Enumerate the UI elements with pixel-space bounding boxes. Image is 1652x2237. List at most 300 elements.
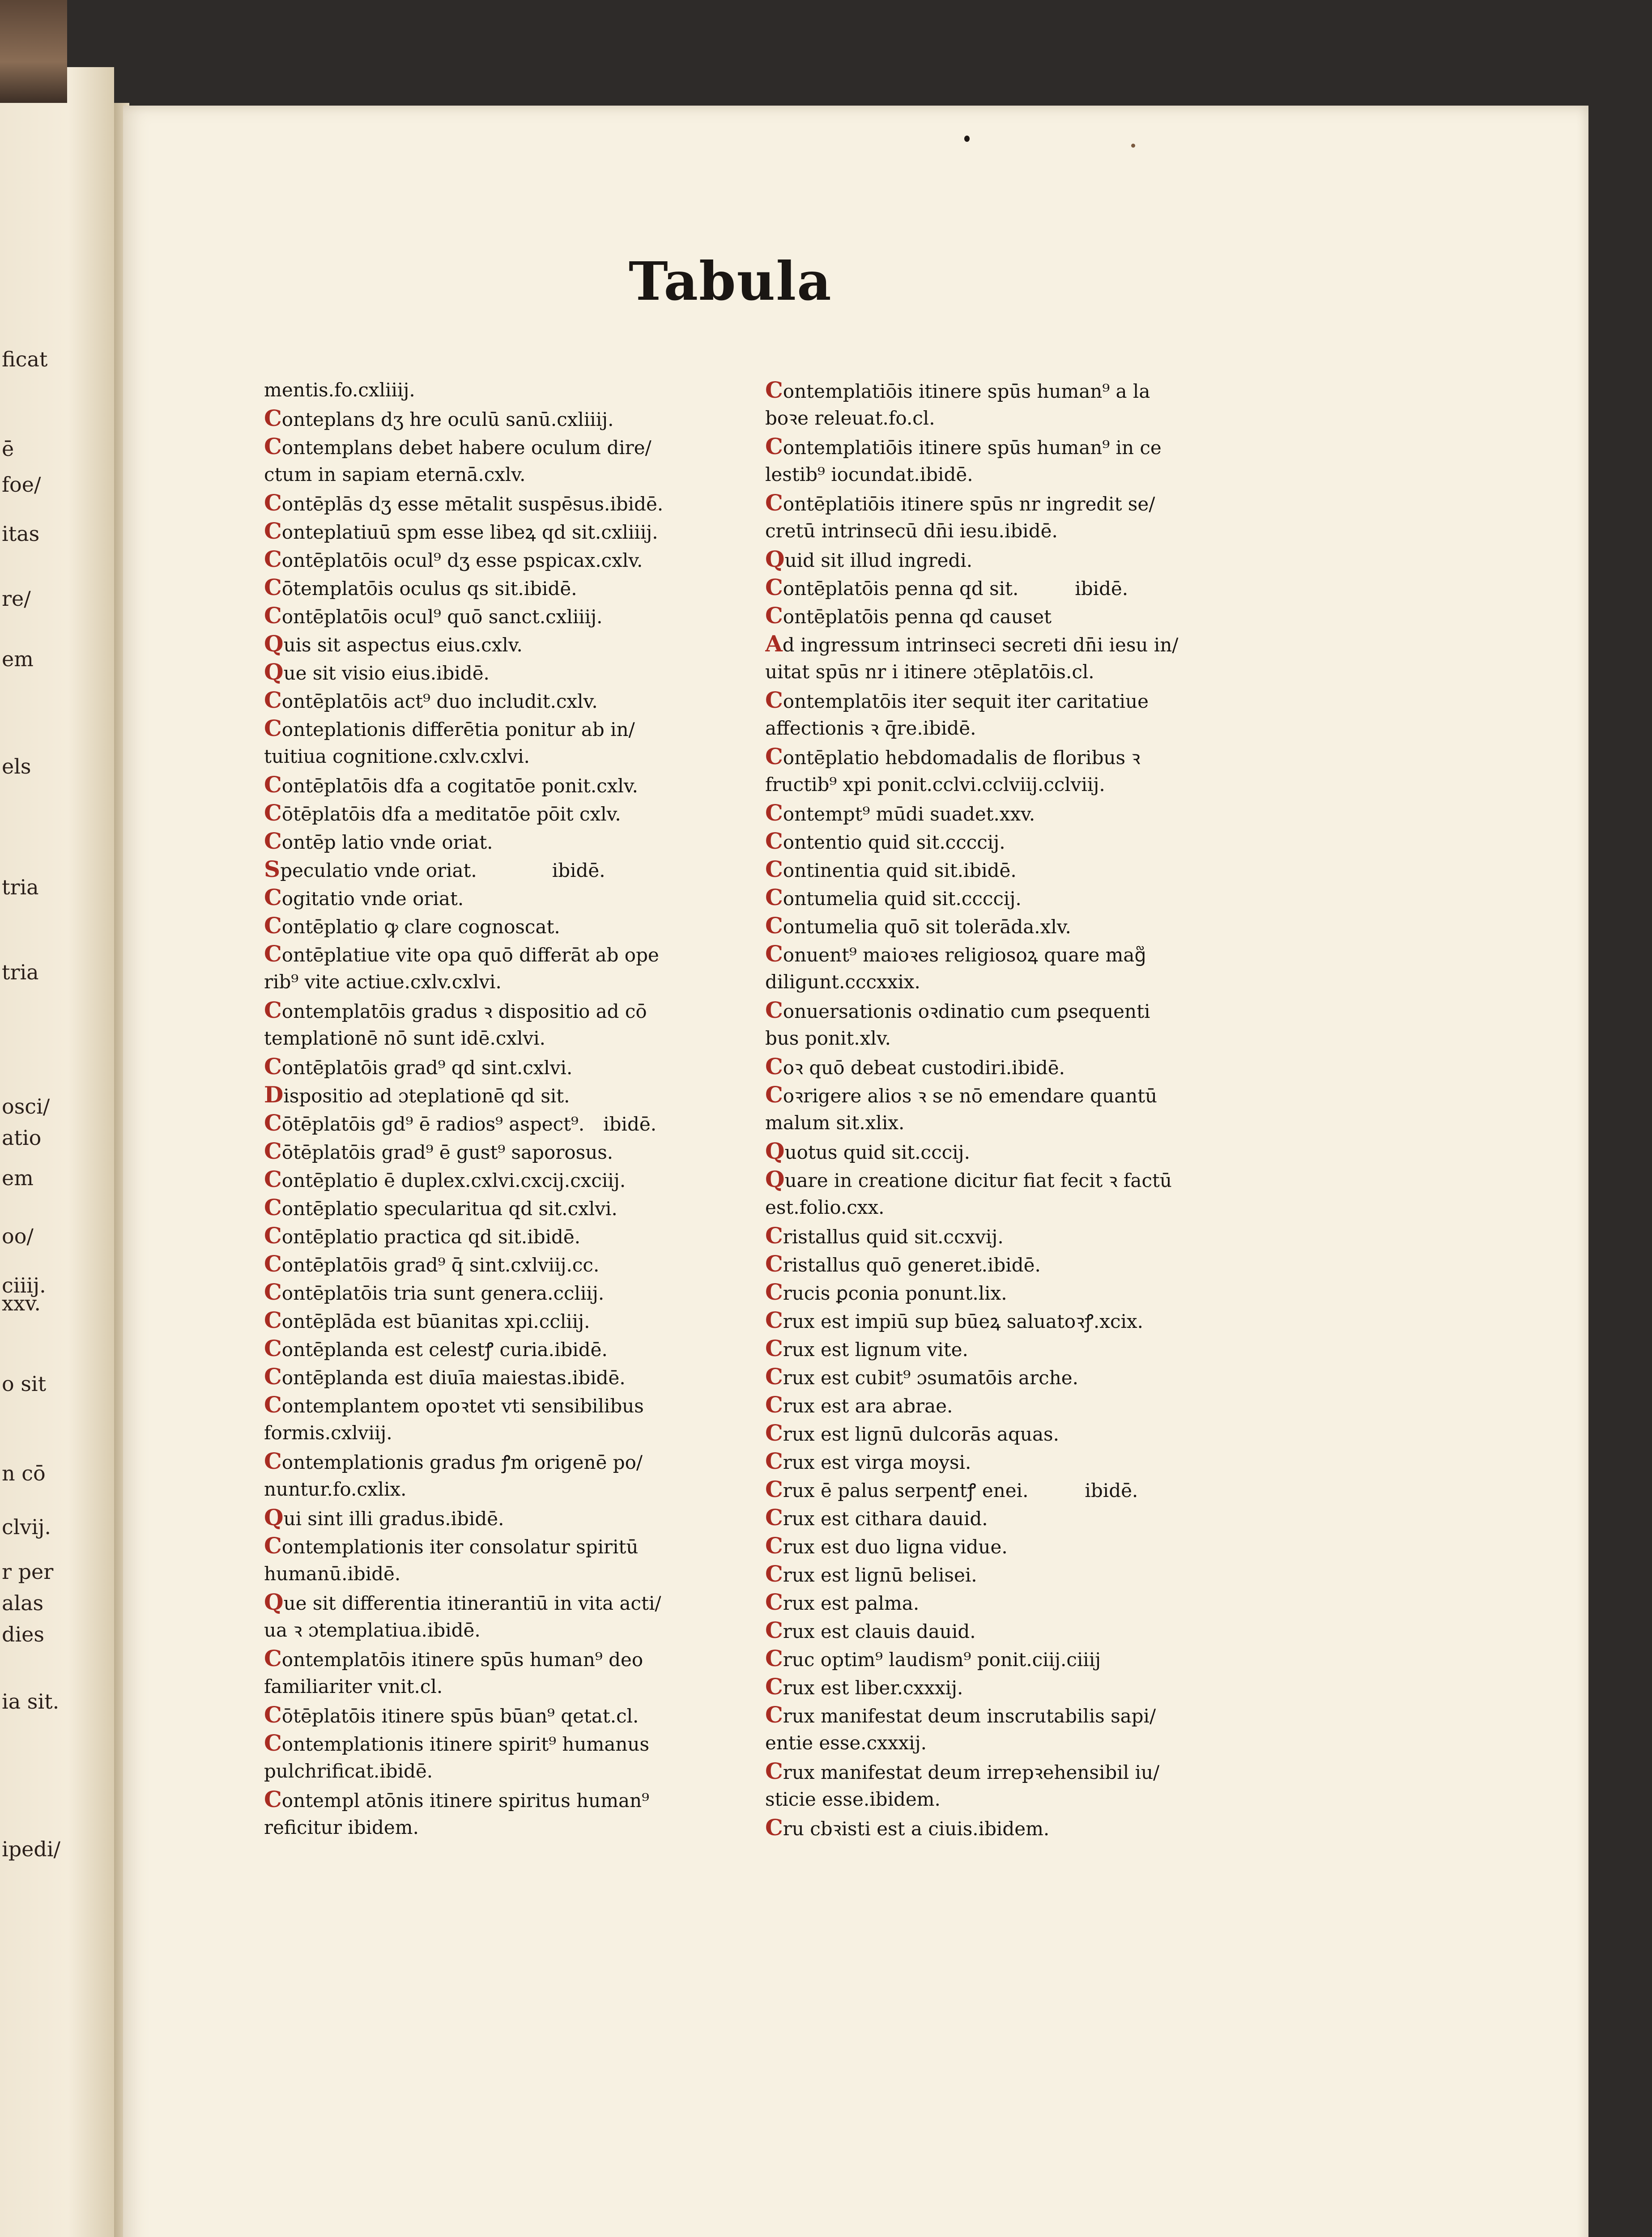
index-entry bbox=[264, 1024, 738, 1052]
index-entry bbox=[765, 714, 1235, 742]
facing-page-fragment: xxv. bbox=[2, 1291, 41, 1315]
entry-text: ontemplantem opoꝛtet vti sensibilibus bbox=[281, 1395, 644, 1417]
index-entry bbox=[264, 1362, 738, 1391]
rubricated-initial: C bbox=[765, 1758, 783, 1784]
index-entry bbox=[765, 1503, 1235, 1531]
entry-text: ctum in sapiam eternā.cxlv. bbox=[264, 464, 526, 485]
index-entry bbox=[264, 658, 738, 686]
rubricated-initial: C bbox=[765, 1363, 783, 1390]
index-entry bbox=[765, 1447, 1235, 1475]
index-entry bbox=[765, 742, 1235, 770]
rubricated-initial: C bbox=[264, 1335, 282, 1361]
index-entry bbox=[765, 517, 1235, 545]
entry-text: ontēplatōis grad⁹ qd sint.cxlvi. bbox=[281, 1057, 573, 1079]
index-entry bbox=[264, 1221, 738, 1250]
index-entry bbox=[264, 1757, 738, 1785]
entry-text: rux est lignum vite. bbox=[783, 1339, 968, 1361]
index-entry bbox=[264, 968, 738, 996]
facing-page-fragment: em bbox=[2, 647, 34, 671]
facing-page-fragment: tria bbox=[2, 875, 39, 899]
entry-text: ontēplatio hebdomadalis de floribus ꝛ bbox=[783, 747, 1141, 769]
index-entry bbox=[765, 1560, 1235, 1588]
rubricated-initial: C bbox=[264, 518, 282, 544]
rubricated-initial: C bbox=[765, 940, 783, 967]
rubricated-initial: C bbox=[765, 1673, 783, 1700]
rubricated-initial: C bbox=[765, 377, 783, 403]
index-entry bbox=[765, 911, 1235, 940]
entry-text: ontempl atōnis itinere spiritus human⁹ bbox=[281, 1790, 649, 1812]
index-entry bbox=[264, 1052, 738, 1080]
rubricated-initial: D bbox=[264, 1081, 284, 1108]
entry-text: tuitiua cognitione.cxlv.cxlvi. bbox=[264, 745, 530, 767]
rubricated-initial: C bbox=[765, 687, 783, 713]
rubricated-initial: C bbox=[765, 828, 783, 854]
index-entry bbox=[765, 432, 1235, 460]
ink-speck bbox=[964, 136, 970, 142]
index-entry bbox=[765, 489, 1235, 517]
rubricated-initial: C bbox=[264, 1730, 282, 1756]
index-entry bbox=[264, 1165, 738, 1193]
rubricated-initial: C bbox=[264, 1138, 282, 1164]
facing-page-fragment: foe/ bbox=[2, 472, 41, 497]
index-entry bbox=[264, 1391, 738, 1419]
entry-text: malum sit.xlix. bbox=[765, 1112, 905, 1134]
index-column-left bbox=[264, 376, 738, 1841]
index-entry bbox=[264, 517, 738, 545]
entry-text: uis sit aspectus eius.cxlv. bbox=[283, 634, 523, 656]
index-entry bbox=[765, 629, 1235, 658]
index-entry bbox=[264, 1701, 738, 1729]
entry-text: ontemplatōis gradus ꝛ dispositio ad cō bbox=[281, 1000, 647, 1022]
entry-text: rib⁹ vite actiue.cxlv.cxlvi. bbox=[264, 971, 502, 993]
index-entry bbox=[765, 827, 1235, 855]
rubricated-initial: C bbox=[765, 1504, 783, 1531]
index-entry bbox=[264, 1813, 738, 1841]
rubricated-initial: C bbox=[765, 1476, 783, 1502]
entry-text: ontēplatōis grad⁹ q̄ sint.cxlviij.cc. bbox=[281, 1254, 600, 1276]
index-entry bbox=[765, 968, 1235, 996]
entry-text: formis.cxlviij. bbox=[264, 1422, 392, 1444]
rubricated-initial: C bbox=[264, 800, 282, 826]
entry-text: ru cbꝛisti est a ciuis.ibidem. bbox=[783, 1818, 1050, 1840]
index-entry bbox=[765, 1672, 1235, 1701]
entry-text: diligunt.cccxxix. bbox=[765, 971, 920, 993]
index-entry bbox=[765, 996, 1235, 1024]
entry-text: onuersationis oꝛdinatio cum ꝑsequenti bbox=[783, 1000, 1150, 1022]
rubricated-initial: Q bbox=[765, 546, 785, 572]
facing-page-fragment: ficat bbox=[2, 347, 48, 371]
index-entry bbox=[765, 545, 1235, 573]
rubricated-initial: C bbox=[264, 405, 282, 431]
index-entry bbox=[264, 1616, 738, 1644]
index-entry bbox=[765, 770, 1235, 799]
rubricated-initial: C bbox=[264, 1222, 282, 1249]
entry-text: ontēplāda est būanitas xpi.ccliij. bbox=[281, 1310, 590, 1332]
facing-page-fragment: dies bbox=[2, 1622, 44, 1646]
entry-text: rux est impiū sup būeꝝ saluatoꝛꝭ.xcix. bbox=[783, 1310, 1143, 1332]
index-entry bbox=[765, 1165, 1235, 1193]
entry-text: ōtēplatōis dfa a meditatōe pōit cxlv. bbox=[281, 803, 621, 825]
rubricated-initial: S bbox=[264, 856, 281, 882]
index-entry bbox=[264, 1306, 738, 1334]
entry-text: ontēplatōis ocul⁹ quō sanct.cxliiij. bbox=[281, 606, 603, 628]
index-entry bbox=[765, 1109, 1235, 1137]
index-entry bbox=[264, 996, 738, 1024]
entry-text: ontēp latio vnde oriat. bbox=[281, 831, 493, 853]
facing-page-fragment: r per bbox=[2, 1560, 54, 1584]
entry-text: bus ponit.xlv. bbox=[765, 1027, 891, 1049]
index-entry bbox=[264, 1250, 738, 1278]
entry-text: rux est lignū dulcorās aquas. bbox=[783, 1423, 1059, 1445]
entry-text: ontēplatio ē duplex.cxlvi.cxcij.cxciij. bbox=[281, 1170, 626, 1191]
entry-text: templationē nō sunt idē.cxlvi. bbox=[264, 1027, 546, 1049]
entry-text: est.folio.cxx. bbox=[765, 1196, 885, 1218]
binding-edge bbox=[0, 0, 67, 103]
rubricated-initial: C bbox=[765, 884, 783, 910]
facing-page-fragment: oo/ bbox=[2, 1224, 34, 1248]
entry-text: ue sit visio eius.ibidē. bbox=[283, 662, 490, 684]
entry-text: ōtēplatōis itinere spūs būan⁹ qetat.cl. bbox=[281, 1705, 639, 1727]
entry-text: ontemplans debet habere oculum dire/ bbox=[281, 437, 651, 459]
rubricated-initial: C bbox=[765, 1053, 783, 1080]
rubricated-initial: C bbox=[264, 602, 282, 629]
rubricated-initial: C bbox=[264, 912, 282, 939]
index-column-right bbox=[765, 376, 1235, 1841]
index-entry bbox=[264, 1644, 738, 1672]
rubricated-initial: C bbox=[264, 1110, 282, 1136]
entry-text: uid sit illud ingredi. bbox=[784, 549, 973, 571]
rubricated-initial: C bbox=[264, 1307, 282, 1333]
rubricated-initial: C bbox=[264, 1053, 282, 1080]
rubricated-initial: Q bbox=[765, 1166, 785, 1192]
entry-text: ontēplanda est celestꝭ curia.ibidē. bbox=[281, 1339, 608, 1361]
facing-page-fragment: tria bbox=[2, 960, 39, 984]
entry-text: rux est cithara dauid. bbox=[783, 1508, 988, 1530]
index-entry bbox=[264, 799, 738, 827]
index-entry bbox=[264, 1193, 738, 1221]
entry-text: ontempt⁹ mūdi suadet.xxv. bbox=[783, 803, 1035, 825]
rubricated-initial: C bbox=[765, 574, 783, 600]
entry-text: reficitur ibidem. bbox=[264, 1816, 419, 1838]
entry-text: ontēplās dʒ esse mētalit suspēsus.ibidē. bbox=[281, 493, 664, 515]
index-entry bbox=[264, 714, 738, 742]
index-entry bbox=[264, 1531, 738, 1560]
index-entry bbox=[264, 1334, 738, 1362]
entry-text: rux est virga moysi. bbox=[783, 1451, 971, 1473]
rubricated-initial: C bbox=[765, 1645, 783, 1671]
entry-text: ontemplatōis iter sequit iter caritatiue bbox=[783, 690, 1149, 712]
rubricated-initial: C bbox=[264, 433, 282, 459]
index-entry bbox=[765, 1052, 1235, 1080]
index-entry bbox=[765, 686, 1235, 714]
facing-page-fragment: alas bbox=[2, 1591, 44, 1615]
rubricated-initial: C bbox=[765, 1222, 783, 1249]
entry-text: entie esse.cxxxij. bbox=[765, 1732, 927, 1754]
index-entry bbox=[765, 883, 1235, 911]
rubricated-initial: A bbox=[765, 630, 783, 657]
entry-text: uotus quid sit.cccij. bbox=[784, 1141, 970, 1163]
entry-text: nuntur.fo.cxlix. bbox=[264, 1478, 407, 1500]
entry-text: ontēplanda est diuīa maiestas.ibidē. bbox=[281, 1367, 626, 1389]
rubricated-initial: C bbox=[765, 602, 783, 629]
entry-text: ontēplatio specularitua qd sit.cxlvi. bbox=[281, 1198, 617, 1220]
entry-text: ontemplationis itinere spirit⁹ humanus bbox=[281, 1733, 650, 1755]
entry-text: ontēplatio ꝙ clare cognoscat. bbox=[281, 916, 560, 938]
index-entry bbox=[765, 1278, 1235, 1306]
rubricated-initial: C bbox=[765, 1561, 783, 1587]
entry-text: ui sint illi gradus.ibidē. bbox=[283, 1508, 504, 1530]
entry-text: rux est duo ligna vidue. bbox=[783, 1536, 1008, 1558]
rubricated-initial: C bbox=[765, 1448, 783, 1474]
entry-text: ontēplatōis penna qd sit. ibidē. bbox=[783, 578, 1128, 600]
index-entry bbox=[264, 911, 738, 940]
index-entry bbox=[765, 1813, 1235, 1841]
entry-text: peculatio vnde oriat. ibidē. bbox=[280, 859, 605, 881]
rubricated-initial: Q bbox=[264, 1504, 284, 1531]
index-entry bbox=[264, 460, 738, 489]
rubricated-initial: C bbox=[765, 1701, 783, 1728]
entry-text: ontēplatōis tria sunt genera.ccliij. bbox=[281, 1282, 605, 1304]
rubricated-initial: C bbox=[264, 997, 282, 1023]
index-entry bbox=[264, 1729, 738, 1757]
index-entry bbox=[765, 1616, 1235, 1644]
entry-text: ristallus quid sit.ccxvij. bbox=[783, 1226, 1004, 1248]
rubricated-initial: C bbox=[765, 997, 783, 1023]
rubricated-initial: C bbox=[765, 856, 783, 882]
entry-text: ogitatio vnde oriat. bbox=[281, 888, 464, 910]
rubricated-initial: Q bbox=[264, 630, 284, 657]
index-entry bbox=[765, 1701, 1235, 1729]
index-entry bbox=[264, 404, 738, 432]
entry-text: lestib⁹ iocundat.ibidē. bbox=[765, 464, 973, 485]
index-entry bbox=[264, 1137, 738, 1165]
index-entry bbox=[264, 827, 738, 855]
index-entry bbox=[264, 1588, 738, 1616]
entry-text: rux est liber.cxxxij. bbox=[783, 1677, 963, 1699]
index-entry bbox=[765, 658, 1235, 686]
entry-text: rux est ara abrae. bbox=[783, 1395, 953, 1417]
index-entry bbox=[264, 1560, 738, 1588]
rubricated-initial: C bbox=[765, 743, 783, 770]
entry-text: rucis ꝑconia ponunt.lix. bbox=[783, 1282, 1007, 1304]
entry-text: ristallus quō generet.ibidē. bbox=[783, 1254, 1041, 1276]
index-entry bbox=[264, 1080, 738, 1109]
index-entry bbox=[264, 489, 738, 517]
index-entry bbox=[765, 1391, 1235, 1419]
index-entry bbox=[765, 1785, 1235, 1813]
index-entry bbox=[765, 1334, 1235, 1362]
rubricated-initial: C bbox=[765, 1420, 783, 1446]
rubricated-initial: Q bbox=[264, 659, 284, 685]
facing-page-fragment: atio bbox=[2, 1126, 42, 1150]
facing-page-fragment: ia sit. bbox=[2, 1689, 60, 1714]
rubricated-initial: C bbox=[264, 1279, 282, 1305]
entry-text: pulchrificat.ibidē. bbox=[264, 1760, 433, 1782]
entry-text: sticie esse.ibidem. bbox=[765, 1788, 941, 1810]
index-entry bbox=[264, 573, 738, 601]
index-entry bbox=[765, 1137, 1235, 1165]
rubricated-initial: C bbox=[264, 574, 282, 600]
rubricated-initial: C bbox=[765, 800, 783, 826]
facing-page-fragment: ciiij. bbox=[2, 1273, 46, 1297]
rubricated-initial: C bbox=[264, 1194, 282, 1221]
index-entry bbox=[264, 1785, 738, 1813]
rubricated-initial: C bbox=[264, 546, 282, 572]
facing-page-fragment: ipedi/ bbox=[2, 1837, 61, 1861]
entry-text: fructib⁹ xpi ponit.cclvi.cclviij.cclviij. bbox=[765, 774, 1105, 795]
entry-text: rux manifestat deum irrepꝛehensibil iu/ bbox=[783, 1761, 1160, 1783]
index-entry bbox=[264, 883, 738, 911]
index-entry bbox=[765, 855, 1235, 883]
rubricated-initial: Q bbox=[264, 1589, 284, 1615]
rubricated-initial: C bbox=[765, 489, 783, 516]
entry-text: ontēplatiōis itinere spūs nr ingredit se/ bbox=[783, 493, 1155, 515]
rubricated-initial: C bbox=[264, 1250, 282, 1277]
entry-text: boꝛe releuat.fo.cl. bbox=[765, 407, 935, 429]
rubricated-initial: C bbox=[765, 1335, 783, 1361]
entry-text: ontemplatōis itinere spūs human⁹ deo bbox=[281, 1649, 643, 1671]
rubricated-initial: C bbox=[765, 1532, 783, 1559]
index-entry bbox=[264, 686, 738, 714]
index-entry bbox=[264, 376, 738, 404]
rubricated-initial: C bbox=[264, 884, 282, 910]
index-entry bbox=[264, 629, 738, 658]
index-entry bbox=[765, 1531, 1235, 1560]
index-entry bbox=[264, 770, 738, 799]
index-entry bbox=[264, 1109, 738, 1137]
index-entry bbox=[264, 1278, 738, 1306]
entry-text: ontemplatiōis itinere spūs human⁹ a la bbox=[783, 380, 1150, 402]
rubricated-initial: Q bbox=[765, 1138, 785, 1164]
entry-text: ontēplatōis penna qd causet bbox=[783, 606, 1052, 628]
entry-text: rux ē palus serpentꝭ enei. ibidē. bbox=[783, 1480, 1138, 1501]
facing-page-fragment: itas bbox=[2, 522, 40, 546]
index-entry bbox=[264, 545, 738, 573]
entry-text: rux est cubit⁹ ɔsumatōis arche. bbox=[783, 1367, 1078, 1389]
entry-text: ontēplatio practica qd sit.ibidē. bbox=[281, 1226, 581, 1248]
index-entry bbox=[264, 940, 738, 968]
entry-text: onteplans dʒ hre oculū sanū.cxliiij. bbox=[281, 408, 614, 430]
rubricated-initial: C bbox=[264, 687, 282, 713]
facing-page-fragment: n cō bbox=[2, 1461, 46, 1485]
index-entry bbox=[765, 1193, 1235, 1221]
rubricated-initial: C bbox=[765, 1279, 783, 1305]
index-entry bbox=[765, 1588, 1235, 1616]
entry-text: ontumelia quō sit tolerāda.xlv. bbox=[783, 916, 1071, 938]
facing-page-fragment: re/ bbox=[2, 587, 31, 611]
rubricated-initial: C bbox=[264, 1701, 282, 1728]
rubricated-initial: C bbox=[264, 1532, 282, 1559]
entry-text: ontemplatiōis itinere spūs human⁹ in ce bbox=[783, 437, 1162, 459]
index-entry bbox=[264, 1503, 738, 1531]
rubricated-initial: C bbox=[264, 1391, 282, 1418]
entry-text: ua ꝛ ɔtemplatiua.ibidē. bbox=[264, 1619, 481, 1641]
rubricated-initial: C bbox=[264, 771, 282, 798]
facing-page-fragment: o sit bbox=[2, 1372, 47, 1396]
entry-text: rux est lignū belisei. bbox=[783, 1564, 977, 1586]
entry-text: rux manifestat deum inscrutabilis sapi/ bbox=[783, 1705, 1156, 1727]
entry-text: ontēplatōis act⁹ duo includit.cxlv. bbox=[281, 690, 598, 712]
page-title: Tabula bbox=[629, 250, 832, 312]
rubricated-initial: C bbox=[264, 1645, 282, 1671]
rubricated-initial: C bbox=[264, 1786, 282, 1812]
entry-text: ōtemplatōis oculus qs sit.ibidē. bbox=[281, 578, 577, 600]
index-entry bbox=[765, 573, 1235, 601]
entry-text: familiariter vnit.cl. bbox=[264, 1676, 443, 1697]
entry-text: oꝛ quō debeat custodiri.ibidē. bbox=[783, 1057, 1065, 1079]
entry-text: ōtēplatōis grad⁹ ē gust⁹ saporosus. bbox=[281, 1141, 613, 1163]
facing-page bbox=[0, 67, 114, 2237]
index-entry bbox=[264, 1475, 738, 1503]
rubricated-initial: C bbox=[765, 1081, 783, 1108]
rubricated-initial: C bbox=[765, 1617, 783, 1643]
entry-text: rux est clauis dauid. bbox=[783, 1620, 976, 1642]
index-entry bbox=[765, 376, 1235, 404]
rubricated-initial: C bbox=[264, 1166, 282, 1192]
entry-text: uitat spūs nr i itinere ɔtēplatōis.cl. bbox=[765, 661, 1094, 683]
facing-page-fragment: clvij. bbox=[2, 1515, 51, 1539]
index-entry bbox=[765, 1306, 1235, 1334]
entry-text: ōtēplatōis gd⁹ ē radios⁹ aspect⁹. ibidē. bbox=[281, 1113, 657, 1135]
entry-text: ruc optim⁹ laudism⁹ ponit.ciij.ciiij bbox=[783, 1649, 1101, 1671]
ink-speck bbox=[1131, 144, 1135, 148]
rubricated-initial: C bbox=[765, 1814, 783, 1841]
entry-text: mentis.fo.cxliiij. bbox=[264, 379, 415, 401]
index-entry bbox=[264, 432, 738, 460]
index-entry bbox=[765, 1024, 1235, 1052]
facing-page-fragment: em bbox=[2, 1166, 34, 1190]
facing-page-fragment: ē bbox=[2, 437, 14, 461]
rubricated-initial: C bbox=[765, 1391, 783, 1418]
entry-text: rux est palma. bbox=[783, 1592, 920, 1614]
entry-text: d ingressum intrinseci secreti dn̄i iesu in/ bbox=[782, 634, 1179, 656]
entry-text: affectionis ꝛ q̄re.ibidē. bbox=[765, 717, 976, 739]
index-entry bbox=[264, 1419, 738, 1447]
index-entry bbox=[765, 1475, 1235, 1503]
rubricated-initial: C bbox=[264, 715, 282, 741]
rubricated-initial: C bbox=[765, 912, 783, 939]
entry-text: cretū intrinsecū dn̄i iesu.ibidē. bbox=[765, 520, 1058, 542]
entry-text: ontēplatōis dfa a cogitatōe ponit.cxlv. bbox=[281, 775, 638, 797]
rubricated-initial: C bbox=[264, 489, 282, 516]
index-entry bbox=[765, 1729, 1235, 1757]
entry-text: ontēplatōis ocul⁹ dʒ esse pspicax.cxlv. bbox=[281, 549, 643, 571]
entry-text: ue sit differentia itinerantiū in vita acti/ bbox=[283, 1592, 661, 1614]
index-entry bbox=[765, 1757, 1235, 1785]
index-entry bbox=[765, 1419, 1235, 1447]
entry-text: ontinentia quid sit.ibidē. bbox=[783, 859, 1017, 881]
rubricated-initial: C bbox=[765, 1307, 783, 1333]
entry-text: ispositio ad ɔteplationē qd sit. bbox=[283, 1085, 570, 1107]
entry-text: uare in creatione dicitur fiat fecit ꝛ factū bbox=[784, 1170, 1172, 1191]
rubricated-initial: C bbox=[264, 1448, 282, 1474]
index-entry bbox=[765, 799, 1235, 827]
rubricated-initial: C bbox=[765, 1250, 783, 1277]
index-entry bbox=[765, 940, 1235, 968]
index-entry bbox=[765, 1250, 1235, 1278]
entry-text: ontemplationis gradus ꝭm origenē po/ bbox=[281, 1451, 643, 1473]
rubricated-initial: C bbox=[264, 828, 282, 854]
index-entry bbox=[765, 1080, 1235, 1109]
index-entry bbox=[765, 601, 1235, 629]
index-entry bbox=[765, 404, 1235, 432]
index-entry bbox=[765, 1221, 1235, 1250]
entry-text: ontēplatiue vite opa quō differāt ab ope bbox=[281, 944, 659, 966]
rubricated-initial: C bbox=[264, 1363, 282, 1390]
facing-page-fragment: osci/ bbox=[2, 1094, 50, 1118]
entry-text: ontumelia quid sit.ccccij. bbox=[783, 888, 1022, 910]
rubricated-initial: C bbox=[264, 940, 282, 967]
